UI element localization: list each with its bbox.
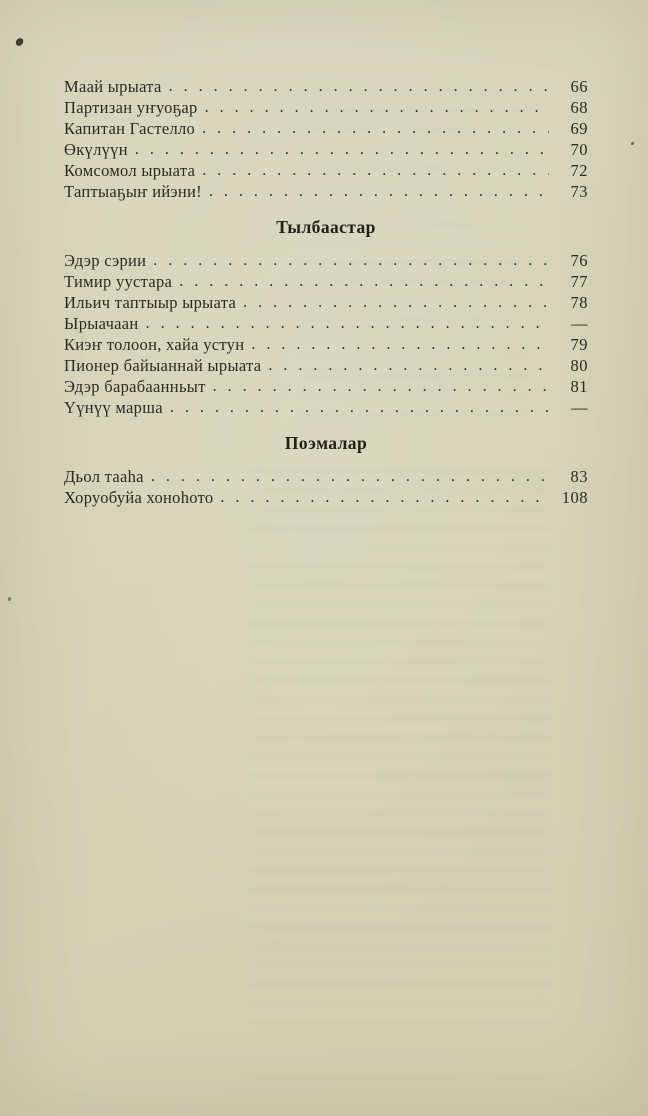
dot-leader — [153, 249, 549, 271]
toc-entry-page: — — [571, 314, 588, 333]
dot-leader — [209, 180, 549, 202]
dot-leader — [151, 465, 549, 487]
toc-entry-page: 70 — [570, 140, 588, 159]
table-of-contents — [64, 76, 588, 508]
toc-entry-page: 72 — [570, 161, 588, 180]
toc-entry-page: 108 — [561, 488, 588, 507]
toc-entry-page: 83 — [570, 467, 588, 486]
dot-leader — [170, 396, 549, 418]
toc-entry-title: Таптыаҕыҥ ийэни! — [64, 182, 202, 201]
toc-section-songs — [64, 76, 588, 202]
section-heading: Тылбаастар — [276, 217, 376, 237]
toc-entry — [64, 76, 588, 97]
dot-leader — [205, 96, 549, 118]
toc-entry-title: Дьол тааһа — [64, 467, 144, 486]
toc-entry — [64, 376, 588, 397]
dot-leader — [243, 291, 549, 313]
toc-entry-page: 77 — [570, 272, 588, 291]
toc-entry-title: Тимир уустара — [64, 272, 173, 291]
dot-leader — [179, 270, 549, 292]
toc-section-translations — [64, 217, 588, 418]
toc-entry — [64, 292, 588, 313]
toc-entry-title: Эдэр барабаанньыт — [64, 377, 206, 396]
dot-leader — [213, 375, 549, 397]
dot-leader — [220, 486, 549, 508]
toc-entry-page: — — [571, 398, 588, 417]
toc-entry-page: 81 — [570, 377, 588, 396]
toc-entry-title: Пионер байыаннай ырыата — [64, 356, 262, 375]
toc-entry — [64, 250, 588, 271]
toc-entry-title: Үүнүү марша — [64, 398, 163, 417]
dot-leader — [169, 75, 549, 97]
toc-entry — [64, 397, 588, 418]
toc-entry — [64, 466, 588, 487]
toc-entry-title: Өкүлүүн — [64, 140, 128, 159]
dot-leader — [251, 333, 549, 355]
ink-speck — [15, 37, 24, 47]
toc-entry-page: 79 — [570, 335, 588, 354]
toc-entry-page: 78 — [570, 293, 588, 312]
dot-leader — [135, 138, 549, 160]
toc-entry-page: 68 — [570, 98, 588, 117]
dot-leader — [202, 117, 549, 139]
section-heading: Поэмалар — [284, 433, 368, 453]
toc-entry — [64, 334, 588, 355]
toc-entry — [64, 118, 588, 139]
toc-entry-page: 66 — [570, 77, 588, 96]
toc-entry — [64, 487, 588, 508]
toc-entry — [64, 139, 588, 160]
toc-entry — [64, 160, 588, 181]
toc-entry — [64, 181, 588, 202]
toc-entry — [64, 355, 588, 376]
toc-entry-page: 73 — [570, 182, 588, 201]
ink-speck — [8, 597, 11, 601]
toc-entry-title: Эдэр сэрии — [64, 251, 147, 270]
toc-entry-title: Маай ырыата — [64, 77, 162, 96]
toc-entry — [64, 313, 588, 334]
ink-speck — [631, 142, 634, 145]
toc-section-poems — [64, 433, 588, 508]
toc-entry-page: 80 — [570, 356, 588, 375]
page-showthrough-texture — [250, 470, 550, 1040]
toc-entry-title: Ырыачаан — [64, 314, 139, 333]
dot-leader — [146, 312, 549, 334]
toc-entry-page: 69 — [570, 119, 588, 138]
toc-entry-title: Комсомол ырыата — [64, 161, 196, 180]
toc-entry — [64, 271, 588, 292]
toc-entry-title: Хоруобуйа хоноһото — [64, 488, 214, 507]
dot-leader — [202, 159, 549, 181]
toc-entry-title: Киэҥ толоон, хайа устун — [64, 335, 245, 354]
toc-entry-title: Капитан Гастелло — [64, 119, 196, 138]
dot-leader — [268, 354, 549, 376]
toc-entry-title: Ильич таптыыр ырыата — [64, 293, 237, 312]
toc-entry-page: 76 — [570, 251, 588, 270]
toc-entry — [64, 97, 588, 118]
toc-entry-title: Партизан уҥуоҕар — [64, 98, 198, 117]
